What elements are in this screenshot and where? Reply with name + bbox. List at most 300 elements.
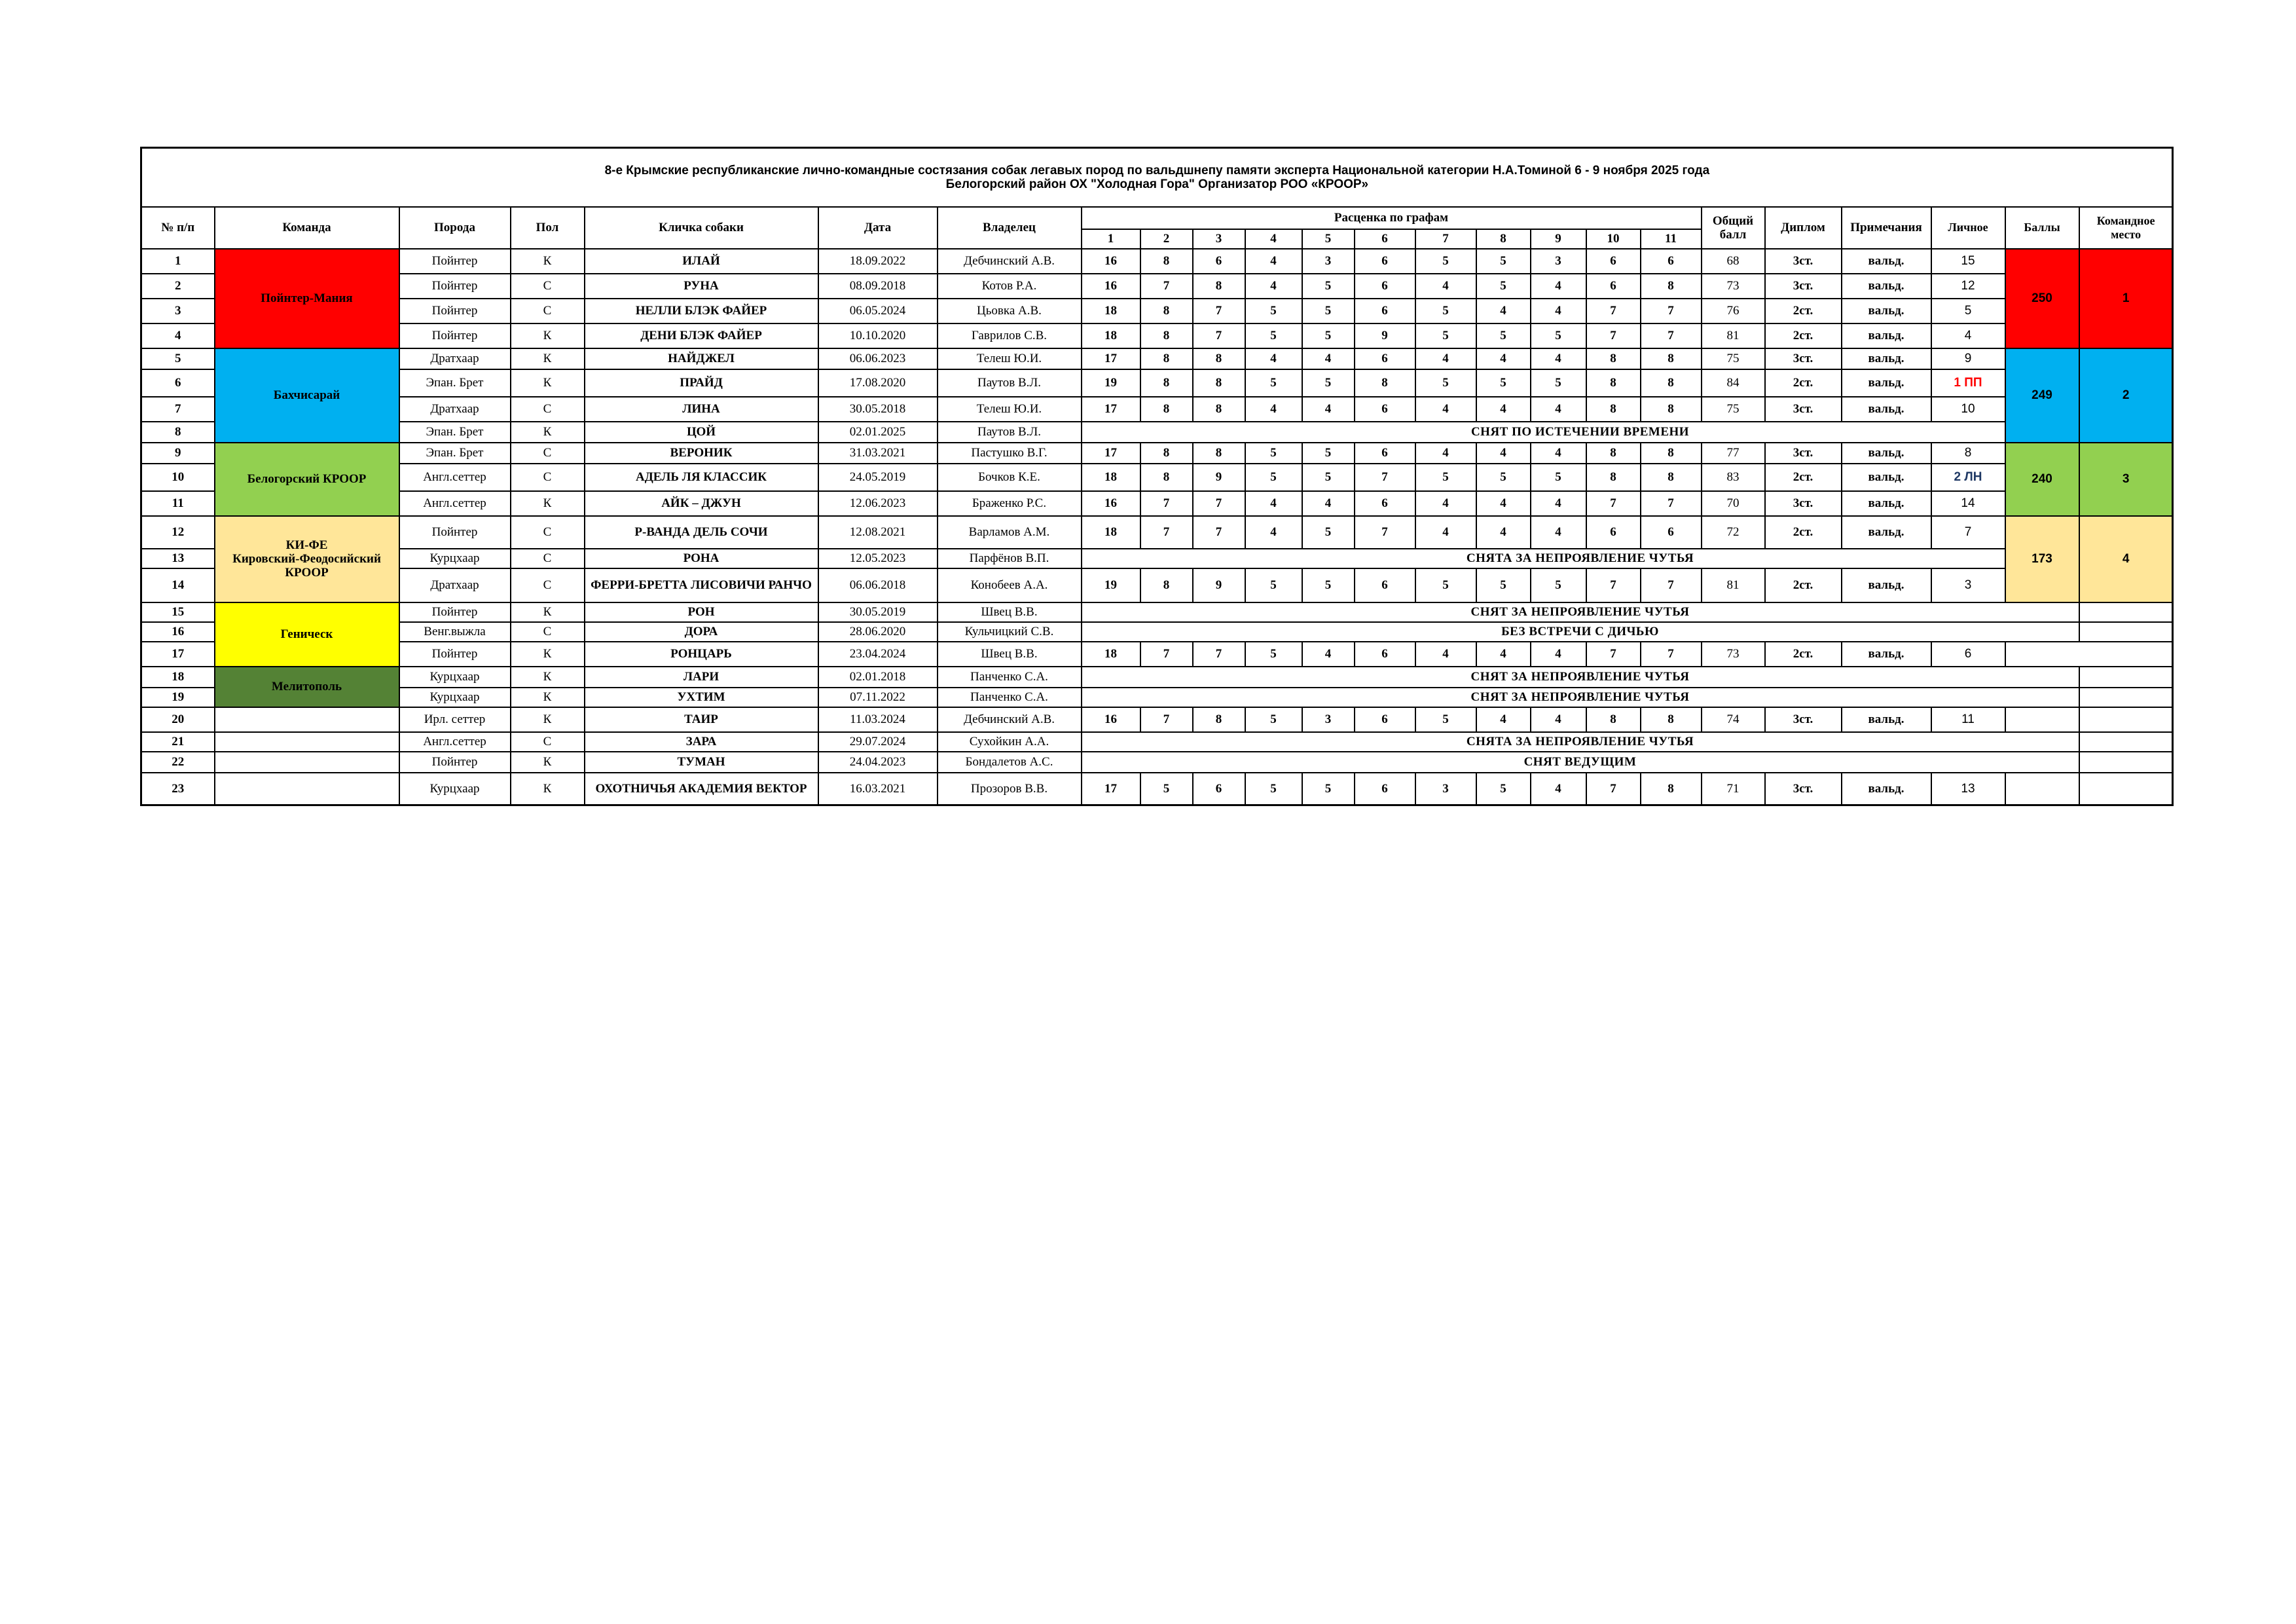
owner: Паутов В.Л. [938,422,1082,443]
grade-cell: 5 [1302,443,1355,464]
note: вальд. [1842,274,1931,299]
row-number: 18 [141,667,215,688]
note: вальд. [1842,707,1931,732]
total-score: 68 [1702,249,1765,274]
breed: Пойнтер [399,752,511,773]
breed: Пойнтер [399,249,511,274]
table-row [141,667,2173,688]
grade-cell: 5 [1245,773,1302,805]
total-score: 81 [1702,323,1765,348]
grade-cell: 6 [1355,642,1415,667]
team-place: 4 [2079,516,2173,602]
grade-cell: 6 [1355,443,1415,464]
grade-cell: 5 [1245,568,1302,602]
row-number: 16 [141,622,215,642]
grade-cell: 8 [1193,443,1245,464]
diploma: 3ст. [1765,443,1842,464]
team-place: 1 [2079,249,2173,348]
sex: С [511,397,585,422]
grade-cell: 5 [1302,323,1355,348]
grade-cell: 5 [1302,516,1355,549]
sex: К [511,752,585,773]
note: вальд. [1842,642,1931,667]
header-grade-col: 1 [1082,229,1140,249]
row-number: 4 [141,323,215,348]
grade-cell: 6 [1355,249,1415,274]
team-name: КИ-ФЕ Кировский-Феодосийский КРООР [215,516,399,602]
grade-cell: 7 [1586,773,1641,805]
owner: Дебчинский А.В. [938,249,1082,274]
owner: Парфёнов В.П. [938,549,1082,568]
owner: Швец В.В. [938,642,1082,667]
header-grade-col: 7 [1415,229,1476,249]
breed: Курцхаар [399,549,511,568]
owner: Паутов В.Л. [938,369,1082,397]
birth-date: 31.03.2021 [818,443,938,464]
table-row [141,752,2173,773]
header-breed: Порода [399,207,511,249]
personal-place: 7 [1931,516,2005,549]
grade-cell: 5 [1415,707,1476,732]
total-score: 70 [1702,491,1765,516]
breed: Пойнтер [399,602,511,622]
personal-place: 5 [1931,299,2005,323]
team-place: 2 [2079,348,2173,443]
personal-place: 1 ПП [1931,369,2005,397]
total-score: 73 [1702,274,1765,299]
birth-date: 29.07.2024 [818,732,938,752]
grade-cell: 8 [1586,397,1641,422]
grade-cell: 4 [1245,516,1302,549]
grade-cell: 7 [1355,516,1415,549]
birth-date: 06.06.2018 [818,568,938,602]
page-title [141,148,2173,207]
grade-cell: 17 [1082,773,1140,805]
personal-place [2079,688,2173,707]
table-row [141,274,2173,299]
personal-place: 15 [1931,249,2005,274]
grade-cell: 5 [1415,323,1476,348]
team-points [2005,773,2079,805]
grade-cell: 7 [1193,642,1245,667]
row-number: 9 [141,443,215,464]
grade-cell: 3 [1415,773,1476,805]
grade-cell: 4 [1531,642,1586,667]
grade-cell: 6 [1355,568,1415,602]
grade-cell: 17 [1082,348,1140,369]
birth-date: 24.05.2019 [818,464,938,491]
grade-cell: 7 [1140,707,1193,732]
table-row [141,348,2173,369]
total-score: 77 [1702,443,1765,464]
grade-cell: 4 [1245,397,1302,422]
grade-cell: 4 [1476,397,1531,422]
grade-cell: 4 [1531,299,1586,323]
breed: Курцхаар [399,688,511,707]
note: вальд. [1842,443,1931,464]
dog-name: Р-ВАНДА ДЕЛЬ СОЧИ [585,516,818,549]
grade-cell: 7 [1140,642,1193,667]
diploma: 2ст. [1765,568,1842,602]
header-grade-col: 9 [1531,229,1586,249]
grade-cell: 8 [1140,249,1193,274]
grade-cell: 7 [1641,323,1702,348]
note: вальд. [1842,773,1931,805]
table-row [141,732,2173,752]
grade-cell: 5 [1302,369,1355,397]
grade-cell: 8 [1355,369,1415,397]
sex: К [511,642,585,667]
table-row [141,622,2173,642]
grade-cell: 6 [1355,274,1415,299]
grade-cell: 4 [1245,274,1302,299]
grade-cell: 4 [1245,491,1302,516]
breed: Курцхаар [399,773,511,805]
dog-name: ТАИР [585,707,818,732]
personal-place: 9 [1931,348,2005,369]
owner: Сухойкин А.А. [938,732,1082,752]
header-team: Команда [215,207,399,249]
owner: Пастушко В.Г. [938,443,1082,464]
note: вальд. [1842,369,1931,397]
grade-cell: 6 [1586,516,1641,549]
row-number: 7 [141,397,215,422]
grade-cell: 4 [1476,348,1531,369]
header-diploma: Диплом [1765,207,1842,249]
row-number: 21 [141,732,215,752]
owner: Швец В.В. [938,602,1082,622]
grade-cell: 8 [1140,464,1193,491]
team-points [2005,707,2079,732]
personal-place: 13 [1931,773,2005,805]
grade-cell: 7 [1641,299,1702,323]
birth-date: 10.10.2020 [818,323,938,348]
diploma: 3ст. [1765,348,1842,369]
row-number: 17 [141,642,215,667]
grade-cell: 6 [1641,516,1702,549]
grade-cell: 19 [1082,369,1140,397]
grade-cell: 6 [1355,299,1415,323]
total-score: 83 [1702,464,1765,491]
grade-cell: 4 [1415,491,1476,516]
diploma: 3ст. [1765,397,1842,422]
grade-cell: 8 [1641,348,1702,369]
grade-cell: 5 [1476,773,1531,805]
grade-cell: 8 [1140,443,1193,464]
row-number: 19 [141,688,215,707]
personal-place: 12 [1931,274,2005,299]
table-row [141,249,2173,274]
grade-cell: 6 [1641,249,1702,274]
grade-cell: 6 [1193,773,1245,805]
breed: Венг.выжла [399,622,511,642]
grade-cell: 5 [1476,464,1531,491]
grade-cell: 6 [1355,348,1415,369]
grade-cell: 8 [1641,464,1702,491]
sex: К [511,602,585,622]
grade-cell: 16 [1082,249,1140,274]
birth-date: 06.06.2023 [818,348,938,369]
total-score: 73 [1702,642,1765,667]
row-number: 23 [141,773,215,805]
grade-cell: 5 [1531,568,1586,602]
total-score: 75 [1702,348,1765,369]
status-text: СНЯТ ПО ИСТЕЧЕНИИ ВРЕМЕНИ [1082,422,2079,443]
birth-date: 30.05.2019 [818,602,938,622]
sex: К [511,491,585,516]
dog-name: РУНА [585,274,818,299]
total-score: 81 [1702,568,1765,602]
breed: Эпан. Брет [399,369,511,397]
grade-cell: 5 [1245,323,1302,348]
dog-name: ЛАРИ [585,667,818,688]
grade-cell: 7 [1586,491,1641,516]
note: вальд. [1842,397,1931,422]
grade-cell: 4 [1531,491,1586,516]
grade-cell: 4 [1531,516,1586,549]
birth-date: 12.06.2023 [818,491,938,516]
table-row [141,642,2173,667]
grade-cell: 7 [1641,568,1702,602]
grade-cell: 9 [1193,568,1245,602]
grade-cell: 5 [1302,274,1355,299]
personal-place: 10 [1931,397,2005,422]
personal-place: 2 ЛН [1931,464,2005,491]
birth-date: 11.03.2024 [818,707,938,732]
grade-cell: 5 [1531,323,1586,348]
header-total: Общий балл [1702,207,1765,249]
dog-name: АЙК – ДЖУН [585,491,818,516]
row-number: 22 [141,752,215,773]
grade-cell: 5 [1302,299,1355,323]
dog-name: ФЕРРИ-БРЕТТА ЛИСОВИЧИ РАНЧО [585,568,818,602]
diploma: 3ст. [1765,707,1842,732]
owner: Котов Р.А. [938,274,1082,299]
team-place: 3 [2079,443,2173,516]
grade-cell: 16 [1082,491,1140,516]
team-place [2079,773,2173,805]
team-name: Мелитополь [215,667,399,707]
header-owner: Владелец [938,207,1082,249]
title-line-2: Белогорский район ОХ "Холодная Гора" Организатор РОО «КРООР» [945,177,1369,191]
sex: С [511,549,585,568]
note: вальд. [1842,568,1931,602]
grade-cell: 6 [1586,249,1641,274]
table-row [141,422,2173,443]
row-number: 15 [141,602,215,622]
grade-cell: 7 [1586,642,1641,667]
dog-name: РОНА [585,549,818,568]
header-team-place: Командное место [2079,207,2173,249]
birth-date: 02.01.2018 [818,667,938,688]
breed: Пойнтер [399,642,511,667]
grade-cell: 9 [1193,464,1245,491]
grade-cell: 4 [1415,642,1476,667]
breed: Дратхаар [399,348,511,369]
grade-cell: 4 [1415,397,1476,422]
personal-place: 11 [1931,707,2005,732]
birth-date: 30.05.2018 [818,397,938,422]
diploma: 3ст. [1765,491,1842,516]
grade-cell: 5 [1415,299,1476,323]
grade-cell: 8 [1586,464,1641,491]
note: вальд. [1842,516,1931,549]
diploma: 3ст. [1765,773,1842,805]
dog-name: ИЛАЙ [585,249,818,274]
sex: К [511,323,585,348]
table-row [141,299,2173,323]
grade-cell: 7 [1193,516,1245,549]
grade-cell: 5 [1476,249,1531,274]
header-grade-col: 8 [1476,229,1531,249]
grade-cell: 7 [1193,299,1245,323]
grade-cell: 5 [1415,249,1476,274]
birth-date: 12.05.2023 [818,549,938,568]
dog-name: ПРАЙД [585,369,818,397]
table-row [141,549,2173,568]
owner: Браженко Р.С. [938,491,1082,516]
grade-cell: 8 [1641,707,1702,732]
birth-date: 17.08.2020 [818,369,938,397]
team-name [215,752,399,773]
grade-cell: 8 [1193,397,1245,422]
breed: Пойнтер [399,299,511,323]
breed: Эпан. Брет [399,422,511,443]
personal-place [2079,602,2173,622]
grade-cell: 6 [1355,491,1415,516]
birth-date: 23.04.2024 [818,642,938,667]
grade-cell: 4 [1415,348,1476,369]
grade-cell: 7 [1193,491,1245,516]
grade-cell: 5 [1531,369,1586,397]
dog-name: ДОРА [585,622,818,642]
results-table [140,147,2174,806]
row-number: 13 [141,549,215,568]
grade-cell: 18 [1082,642,1140,667]
grade-cell: 8 [1641,274,1702,299]
table-row [141,464,2173,491]
diploma: 2ст. [1765,642,1842,667]
total-score: 76 [1702,299,1765,323]
grade-cell: 8 [1641,773,1702,805]
grade-cell: 8 [1193,369,1245,397]
grade-cell: 5 [1245,299,1302,323]
birth-date: 06.05.2024 [818,299,938,323]
birth-date: 02.01.2025 [818,422,938,443]
grade-cell: 8 [1586,443,1641,464]
header-dog-name: Кличка собаки [585,207,818,249]
owner: Бочков К.Е. [938,464,1082,491]
breed: Англ.сеттер [399,491,511,516]
grade-cell: 16 [1082,274,1140,299]
grade-cell: 4 [1476,707,1531,732]
status-text: СНЯТА ЗА НЕПРОЯВЛЕНИЕ ЧУТЬЯ [1082,732,2079,752]
birth-date: 07.11.2022 [818,688,938,707]
owner: Кульчицкий С.В. [938,622,1082,642]
sex: К [511,667,585,688]
breed: Ирл. сеттер [399,707,511,732]
results-sheet [140,147,2165,806]
diploma: 3ст. [1765,249,1842,274]
grade-cell: 4 [1476,299,1531,323]
sex: С [511,732,585,752]
sex: К [511,249,585,274]
owner: Телеш Ю.И. [938,397,1082,422]
grade-cell: 5 [1245,707,1302,732]
grade-cell: 4 [1476,443,1531,464]
grade-cell: 4 [1245,249,1302,274]
status-text: СНЯТ ВЕДУЩИМ [1082,752,2079,773]
team-name [215,732,399,752]
grade-cell: 5 [1415,464,1476,491]
grade-cell: 5 [1302,464,1355,491]
owner: Дебчинский А.В. [938,707,1082,732]
grade-cell: 7 [1140,516,1193,549]
grade-cell: 4 [1531,707,1586,732]
diploma: 2ст. [1765,299,1842,323]
status-text: СНЯТ ЗА НЕПРОЯВЛЕНИЕ ЧУТЬЯ [1082,667,2079,688]
birth-date: 24.04.2023 [818,752,938,773]
diploma: 2ст. [1765,369,1842,397]
grade-cell: 5 [1476,323,1531,348]
breed: Дратхаар [399,397,511,422]
header-grade-col: 2 [1140,229,1193,249]
table-row [141,602,2173,622]
header-grade-col: 3 [1193,229,1245,249]
dog-name: ОХОТНИЧЬЯ АКАДЕМИЯ ВЕКТОР [585,773,818,805]
dog-name: ТУМАН [585,752,818,773]
table-row [141,688,2173,707]
header-grade-col: 4 [1245,229,1302,249]
team-name: Белогорский КРООР [215,443,399,516]
note: вальд. [1842,348,1931,369]
dog-name: НАЙДЖЕЛ [585,348,818,369]
owner: Прозоров В.В. [938,773,1082,805]
table-row [141,491,2173,516]
total-score: 75 [1702,397,1765,422]
grade-cell: 5 [1140,773,1193,805]
grade-cell: 8 [1140,397,1193,422]
team-name: Геническ [215,602,399,667]
grade-cell: 6 [1355,707,1415,732]
row-number: 12 [141,516,215,549]
dog-name: УХТИМ [585,688,818,707]
personal-place: 6 [1931,642,2005,667]
header-notes: Примечания [1842,207,1931,249]
grade-cell: 7 [1641,491,1702,516]
grade-cell: 5 [1245,443,1302,464]
team-place [2079,707,2173,732]
grade-cell: 8 [1140,348,1193,369]
total-score: 72 [1702,516,1765,549]
row-number: 3 [141,299,215,323]
grade-cell: 4 [1531,773,1586,805]
grade-cell: 4 [1531,397,1586,422]
team-points: 240 [2005,443,2079,516]
grade-cell: 7 [1586,568,1641,602]
grade-cell: 3 [1302,249,1355,274]
breed: Эпан. Брет [399,443,511,464]
total-score: 71 [1702,773,1765,805]
birth-date: 16.03.2021 [818,773,938,805]
sex: С [511,568,585,602]
header-points: Баллы [2005,207,2079,249]
personal-place: 4 [1931,323,2005,348]
owner: Телеш Ю.И. [938,348,1082,369]
grade-cell: 4 [1302,642,1355,667]
grade-cell: 4 [1415,443,1476,464]
breed: Дратхаар [399,568,511,602]
